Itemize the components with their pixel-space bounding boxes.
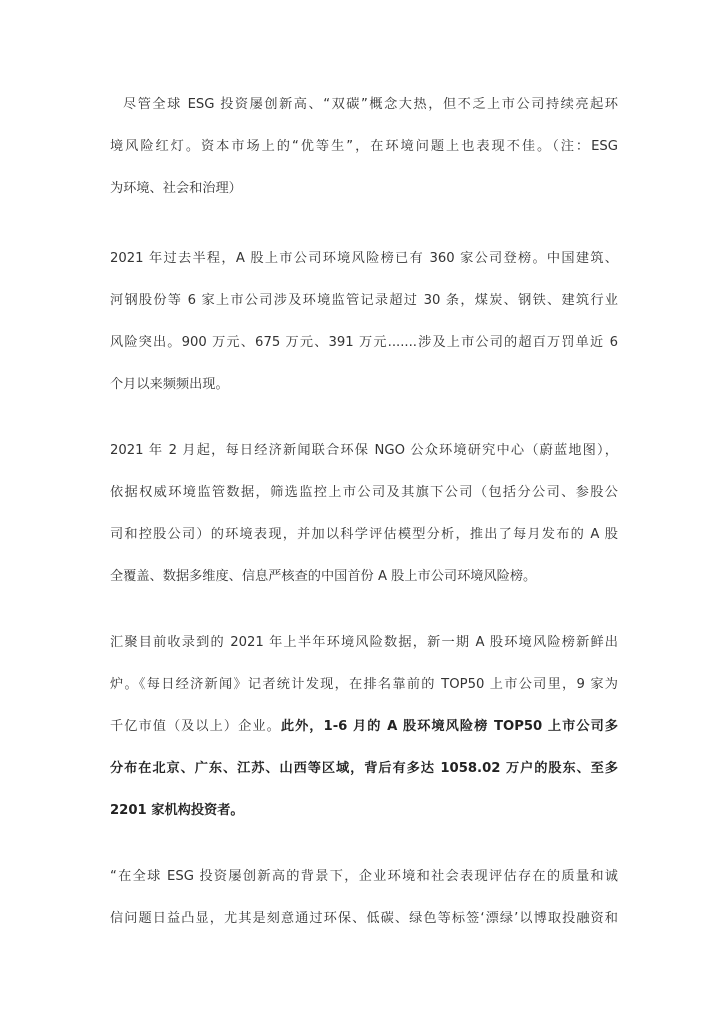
paragraph-3 xyxy=(110,430,618,598)
paragraph-4 xyxy=(110,622,618,832)
text-line: 个月以来频频出现。 xyxy=(110,377,229,392)
bold-text-line: 分布在北京、广东、江苏、山西等区域，背后有多达 1058.02 万户的股东、至多 xyxy=(110,761,618,776)
bold-text-line: 2201 家机构投资者。 xyxy=(110,803,244,818)
text-line: 为环境、社会和治理） xyxy=(110,181,242,196)
text-line: 全覆盖、数据多维度、信息严核查的中国首份 A 股上市公司环境风险榜。 xyxy=(110,569,537,584)
text-line: 汇聚目前收录到的 2021 年上半年环境风险数据，新一期 A 股环境风险榜新鲜出 xyxy=(110,635,618,650)
text-line: 境风险红灯。资本市场上的“优等生”，在环境问题上也表现不佳。（注：ESG xyxy=(110,139,618,154)
paragraph-5 xyxy=(110,856,618,940)
text-line: 尽管全球 ESG 投资屡创新高、“双碳”概念大热，但不乏上市公司持续亮起环 xyxy=(123,97,618,112)
paragraph-2 xyxy=(110,238,618,406)
text-line: “在全球 ESG 投资屡创新高的背景下，企业环境和社会表现评估存在的质量和诚 xyxy=(110,869,618,884)
text-line: 依据权威环境监管数据，筛选监控上市公司及其旗下公司（包括分公司、参股公 xyxy=(110,485,618,500)
text-line: 司和控股公司）的环境表现，并加以科学评估模型分析，推出了每月发布的 A 股 xyxy=(110,527,618,542)
paragraph-1 xyxy=(110,84,618,210)
bold-text: 此外，1-6 月的 A 股环境风险榜 TOP50 上市公司多 xyxy=(280,719,618,734)
text-line: 2021 年过去半程，A 股上市公司环境风险榜已有 360 家公司登榜。中国建筑、 xyxy=(110,251,618,266)
text-line: 风险突出。900 万元、675 万元、391 万元.......涉及上市公司的超百万罚单近 6 xyxy=(110,335,618,350)
normal-text: 千亿市值（及以上）企业。 xyxy=(110,719,281,734)
text-line: 河钢股份等 6 家上市公司涉及环境监管记录超过 30 条，煤炭、钢铁、建筑行业 xyxy=(110,293,618,308)
text-line-mixed xyxy=(110,706,618,748)
text-line: 炉。《每日经济新闻》记者统计发现，在排名靠前的 TOP50 上市公司里，9 家为 xyxy=(110,677,618,692)
text-line: 信问题日益凸显，尤其是刻意通过环保、低碳、绿色等标签‘漂绿’以博取投融资和 xyxy=(110,911,618,926)
text-line: 2021 年 2 月起，每日经济新闻联合环保 NGO 公众环境研究中心（蔚蓝地图）， xyxy=(110,443,618,458)
